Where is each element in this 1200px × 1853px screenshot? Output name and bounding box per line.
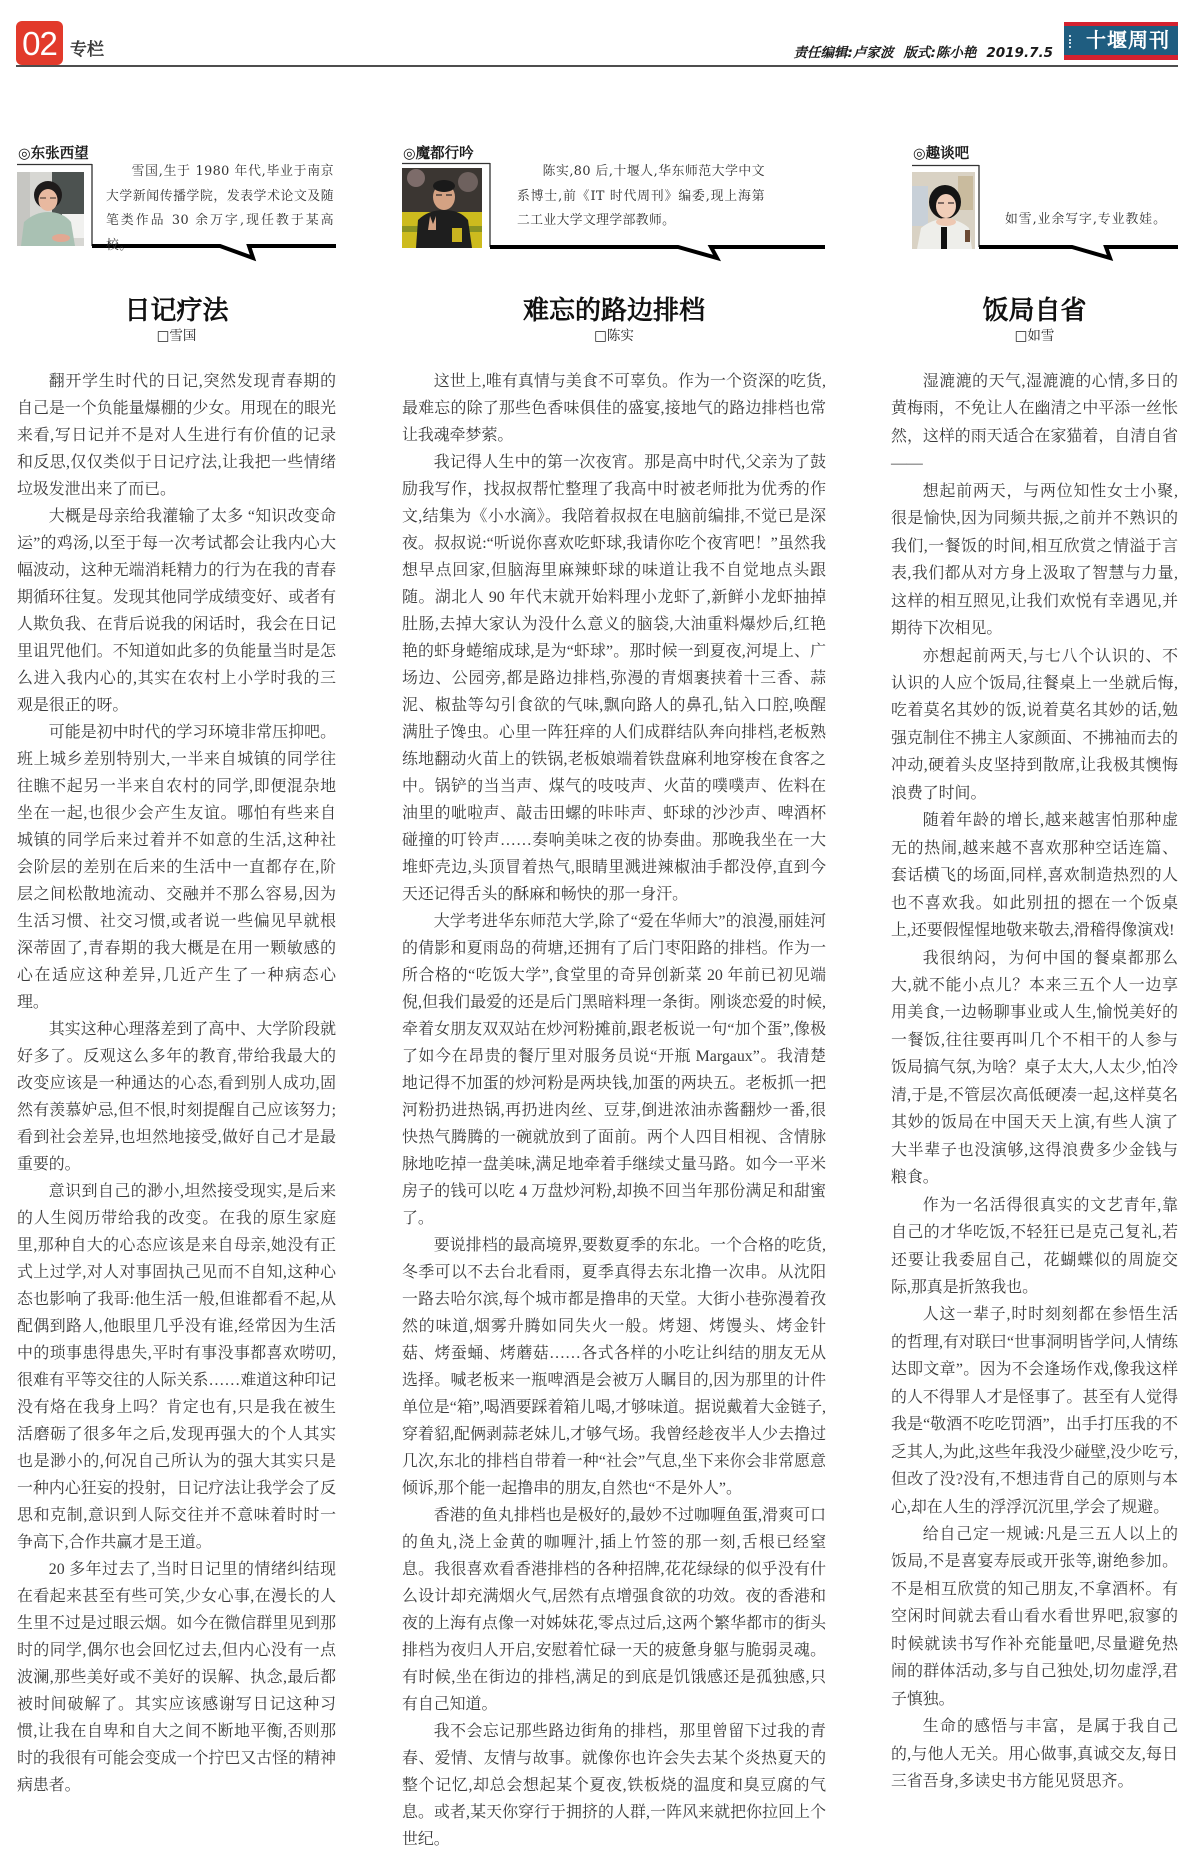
photo-blossom (407, 169, 425, 187)
photo-person-face (936, 194, 956, 218)
paragraph: 随着年龄的增长,越来越害怕那种虚无的热闹,越来越不喜欢那种空话连篇、套话横飞的场面,同样,喜欢制造热烈的人也不喜欢我。如此别扭的摁在一个饭桌上,还要假惺惺地敬来敬去,滑稽得像演戏! (891, 812, 1178, 940)
author-bio-3: 如雪,业余写字,专业教娃。 (1005, 212, 1167, 227)
photo-person-hands (936, 218, 956, 226)
paragraph: 我不会忘记那些路边街角的排档，那里曾留下过我的青春、爱情、友情与故事。就像你也许会失去某个炎热夏天的整个记忆,却总会想起某个夏夜,铁板烧的温度和臭豆腐的气息。或者,某天你穿行于拥挤的人群,一阵风来就把你拉回上个世纪。 (402, 1723, 826, 1848)
paragraph: 想起前两天，与两位知性女士小聚,很是愉快,因为同频共振,之前并不熟识的我们,一餐饭的时间,相互欣赏之情溢于言表,我们都从对方身上汲取了智慧与力量,这样的相互照见,让我们欢悦有幸遇见,并期待下次相见。 (891, 482, 1178, 638)
photo-person-strap (941, 227, 947, 249)
article-body-2 (402, 368, 826, 1853)
paragraph: 翻开学生时代的日记,突然发现青春期的自己是一个负能量爆棚的少女。用现在的眼光来看,写日记并不是对人生进行有价值的记录和反思,仅仅类似于日记疗法,让我把一些情绪垃圾发泄出来了而已。 (17, 373, 336, 498)
paragraph: 大概是母亲给我灌输了太多 “知识改变命运”的鸡汤,以至于每一次考试都会让我内心大幅波动，这种无端消耗精力的行为在我的青春期循环往复。发现其他同学成绩变好、或者有人欺负我、在背后说我的闲话时，我会在日记里诅咒他们。不知道如此多的负能量当时是怎么进入我内心的,其实在农村上小学时我的三观是很正的呀。 (17, 508, 336, 714)
column-name-3: ◎趣谈吧 (913, 146, 970, 162)
photo-bracelet (965, 230, 970, 242)
issue-date: 2019.7.5 (986, 45, 1053, 61)
paragraph: 我记得人生中的第一次夜宵。那是高中时代,父亲为了鼓励我写作，找叔叔帮忙整理了我高中时被老师批为优秀的作文,结集为《小水滴》。我陪着叔叔在电脑前编排,不觉已是深夜。叔叔说:“听说你喜欢吃虾球,我请你吃个夜宵吧！”虽然我想早点回家,但脑海里麻辣虾球的味道让我不自觉地点头跟随。湖北人 90 年代末就开始料理小龙虾了,新鲜小龙虾抽掉肚肠,去掉大家认为没什么意义的脑袋,大油重料爆炒后,红艳艳的虾身蜷缩成球,是为“虾球”。那时候一到夏夜,河堤上、广场边、公园旁,都是路边排档,弥漫的青烟裹挟着十三香、蒜泥、椒盐等勾引食欲的气味,飘向路人的鼻孔,钻入口腔,唤醒满肚子馋虫。心里一阵狂痒的人们成群结队奔向排档,老板熟练地翻动火苗上的铁锅,老板娘端着铁盘麻利地穿梭在食客之中。锅铲的当当声、煤气的吱吱声、火苗的噗噗声、佐料在油里的呲啦声、敲击田螺的咔咔声、虾球的沙沙声、啤酒杯碰撞的叮铃声……奏响美味之夜的协奏曲。那晚我坐在一大堆虾壳边,头顶冒着热气,眼睛里溅进辣椒油手都没停,直到今天还记得舌头的酥麻和畅快的那一身汗。 (402, 454, 826, 903)
paragraph: 我很纳闷，为何中国的餐桌都那么大,就不能小点儿？本来三五个人一边享用美食,一边畅聊事业或人生,愉悦美好的一餐饭,往往要再叫几个不相干的人参与饭局搞气氛,为啥？桌子太大,人太少,怕冷清,于是,不管层次高低硬凑一起,这样莫名其妙的饭局在中国天天上演,有些人演了大半辈子也没演够,这得浪费多少金钱与粮食。 (891, 949, 1178, 1187)
article-byline-3: □如雪 (1014, 328, 1055, 344)
author-bio-1: 雪国,生于 1980 年代,毕业于南京大学新闻传播学院，发表学术论文及随笔类作品 30 余万字,现任教于某高校。 (106, 164, 334, 253)
photo-person-face (39, 189, 58, 211)
section-title: 专栏 (70, 40, 104, 60)
paragraph: 其实这种心理落差到了高中、大学阶段就好多了。反观这么多年的教育,带给我最大的改变应该是一种通达的心态,看到别人成功,固然有羡慕妒忌,但不恨,时刻提醒自己应该努力;看到社会差异,也坦然地接受,做好自己才是最重要的。 (17, 1021, 336, 1173)
paragraph: 香港的鱼丸排档也是极好的,最妙不过咖喱鱼蛋,滑爽可口的鱼丸,浇上金黄的咖喱汁,插上竹签的那一刻,舌根已经窒息。我很喜欢看香港排档的各种招牌,花花绿绿的似乎没有什么设计却充满烟火气,居然有点增强食欲的功效。夜的香港和夜的上海有点像一对姊妹花,零点过后,这两个繁华都市的街头排档为夜归人开启,安慰着忙碌一天的疲惫身躯与脆弱灵魂。有时候,坐在街边的排档,满足的到底是饥饿感还是孤独感,只有自己知道。 (402, 1507, 826, 1713)
paragraph: 湿漉漉的天气,湿漉漉的心情,多日的黄梅雨，不免让人在幽清之中平添一丝怅然，这样的雨天适合在家猫着，自清自省—— (891, 373, 1178, 473)
article-body-3 (891, 368, 1178, 1796)
article-title-3: 饭局自省 (982, 296, 1087, 326)
author-bio-2: 陈实,80 后,十堰人,华东师范大学中文系博士,前《IT 时代周刊》编委,现上海第二工业大学文理学部教师。 (517, 164, 765, 228)
photo-painting (912, 186, 928, 226)
column-name-1: ◎东张西望 (18, 146, 89, 162)
article-byline-2: □陈实 (594, 328, 634, 344)
photo-person-hair (433, 180, 455, 192)
photo-sweater-pattern (452, 228, 462, 242)
paragraph: 20 多年过去了,当时日记里的情绪纠结现在看起来甚至有些可笑,少女心事,在漫长的人生里不过是过眼云烟。如今在微信群里见到那时的同学,偶尔也会回忆过去,但内心没有一点波澜,那些美好或不美好的误解、执念,最后都被时间破解了。其实应该感谢写日记这种习惯,让我在自卑和自大之间不断地平衡,否则那时的我很有可能会变成一个拧巴又古怪的精神病患者。 (17, 1561, 336, 1794)
paragraph: 作为一名活得很真实的文艺青年,靠自己的才华吃饭,不轻狂已是克己复礼,若还要让我委屈自己，花蝴蝶似的周旋交际,那真是折煞我也。 (891, 1196, 1178, 1296)
editor-credit: 责任编辑:卢家波 (793, 45, 894, 61)
article-body-1 (17, 368, 336, 1799)
speech-bubble-tail-2 (490, 247, 825, 258)
paragraph: 给自己定一规诫:凡是三五人以上的饭局,不是喜宴寿辰或开张等,谢绝参加。不是相互欣赏的知己朋友,不拿酒杯。有空闲时间就去看山看水看世界吧,寂寥的时候就读书写作补充能量吧,尽量避免热闹的群体活动,多与自己独处,切勿虚浮,君子慎独。 (891, 1526, 1178, 1708)
paragraph: 大学考进华东师范大学,除了“爱在华师大”的浪漫,丽娃河的倩影和夏雨岛的荷塘,还拥有了后门枣阳路的排档。作为一所合格的“吃饭大学”,食堂里的奇异创新菜 20 年前已初见端倪,但我们最爱的还是后门黑暗料理一条街。刚谈恋爱的时候,牵着女朋友双双站在炒河粉摊前,跟老板说一句“加个蛋”,像极了如今在昂贵的餐厅里对服务员说“开瓶 Margaux”。我清楚地记得不加蛋的炒河粉是两块钱,加蛋的两块五。老板抓一把河粉扔进热锅,再扔进肉丝、豆芽,倒进浓油赤酱翻炒一番,很快热气腾腾的一碗就放到了面前。两个人四目相视、含情脉脉地吃掉一盘美味,满足地牵着手继续丈量马路。如今一平米房子的钱可以吃 4 万盘炒河粉,却换不回当年那份满足和甜蜜了。 (402, 913, 826, 1227)
author-photo-2 (402, 168, 482, 248)
speech-bubble-tail-3 (979, 247, 1178, 258)
paragraph: 要说排档的最高境界,要数夏季的东北。一个合格的吃货,冬季可以不去台北看雨，夏季真得去东北撸一次串。从沈阳一路去哈尔滨,每个城市都是撸串的天堂。大街小巷弥漫着孜然的味道,烟雾升腾如同失火一般。烤翅、烤馒头、烤金针菇、烤蚕蛹、烤蘑菇……各式各样的小吃让纠结的朋友无从选择。喊老板来一瓶啤酒是会被万人瞩目的,因为那里的计件单位是“箱”,喝酒要踩着箱儿喝,才够味道。据说戴着大金链子,穿着貂,配俩剥蒜老妹儿,才够气场。我曾经趁夜半人少去撸过几次,东北的排档自带着一种“社会”气息,坐下来你会非常愿意倾诉,那个能一起撸串的朋友,自然也“不是外人”。 (402, 1237, 826, 1497)
paragraph: 亦想起前两天,与七八个认识的、不认识的人应个饭局,往餐桌上一坐就后悔,吃着莫名其妙的饭,说着莫名其妙的话,勉强克制住不拂主人家颜面、不拂袖而去的冲动,硬着头皮坚持到散席,让我极其懊悔浪费了时间。 (891, 647, 1178, 802)
author-photo-1 (17, 172, 84, 246)
paragraph: 人这一辈子,时时刻刻都在参悟生活的哲理,有对联曰“世事洞明皆学问,人情练达即文章”。因为不会逢场作戏,像我这样的人不得罪人才是怪事了。甚至有人觉得我是“敬酒不吃吃罚酒”，出手打压我的不乏其人,为此,这些年我没少碰壁,没少吃亏,但改了没?没有,不想违背自己的原则与本心,却在人生的浮浮沉沉里,学会了规避。 (891, 1306, 1178, 1516)
page-number-badge: 02 (16, 21, 63, 65)
masthead-name: 十堰周刊 (1086, 28, 1170, 52)
paragraph: 生命的感悟与丰富，是属于我自己的,与他人无关。用心做事,真诚交友,每日三省吾身,多读史书方能见贤思齐。 (891, 1718, 1178, 1791)
article-title-1: 日记疗法 (124, 296, 229, 326)
article-byline-1: □雪国 (156, 328, 197, 344)
paragraph: 意识到自己的渺小,坦然接受现实,是后来的人生阅历带给我的改变。在我的原生家庭里,那种自大的心态应该是来自母亲,她没有正式上过学,对人对事固执己见而不自知,这种心态也影响了我哥:他生活一般,但谁都看不起,从配偶到路人,他眼里几乎没有谁,经常因为生活中的琐事患得患失,平时有事没事都喜欢唠叨,很难有平等交往的人际关系……难道这种印记没有烙在我身上吗？肯定也有,只是我在被生活磨砺了很多年之后,发现再强大的个人其实也是渺小的,何况自己所认为的强大其实只是一种内心狂妄的投射，日记疗法让我学会了反思和克制,意识到人际交往并不意味着时时一争高下,合作共赢才是王道。 (17, 1183, 336, 1551)
paragraph: 可能是初中时代的学习环境非常压抑吧。班上城乡差别特别大,一半来自城镇的同学往往瞧不起另一半来自农村的同学,即便混杂地坐在一起,也很少会产生友谊。哪怕有些来自城镇的同学后来过着并不如意的生活,这种社会阶层的差别在后来的生活中一直都存在,阶层之间松散地流动、交融并不那么容易,因为生活习惯、社交习惯,或者说一些偏见早就根深蒂固了,青春期的我大概是在用一颗敏感的心在适应这种差异,几近产生了一种病态心理。 (17, 724, 336, 1011)
author-photo-3 (912, 172, 975, 249)
layout-credit: 版式:陈小艳 (903, 45, 977, 61)
paragraph: 这世上,唯有真情与美食不可辜负。作为一个资深的吃货,最难忘的除了那些色香味俱佳的盛宴,接地气的路边排档也常让我魂牵梦萦。 (402, 373, 826, 444)
article-title-2: 难忘的路边排档 (522, 296, 705, 326)
photo-blossom (458, 172, 478, 192)
column-name-2: ◎魔都行吟 (403, 146, 474, 162)
photo-person-hands (52, 234, 70, 242)
